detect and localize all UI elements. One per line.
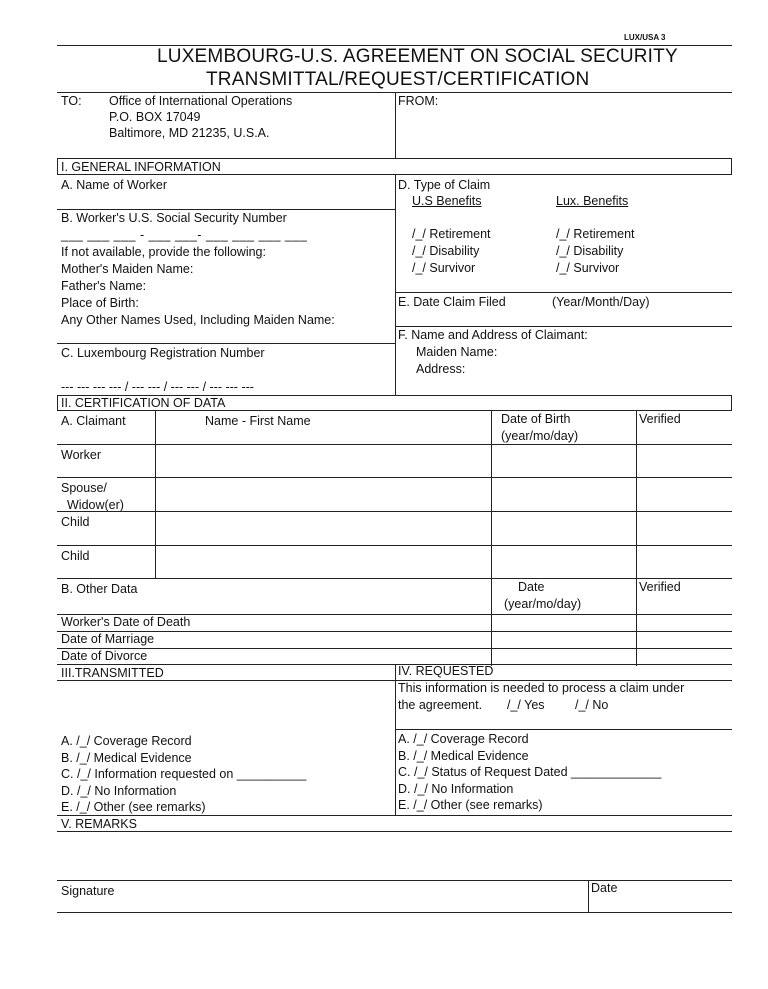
date-claim-filed-format: (Year/Month/Day) bbox=[552, 295, 650, 309]
transmitted-information-requested-checkbox[interactable]: C. /_/ Information requested on __________ bbox=[61, 767, 307, 781]
row-label-date-of-death: Worker's Date of Death bbox=[61, 615, 191, 629]
requested-medical-evidence-checkbox[interactable]: B. /_/ Medical Evidence bbox=[398, 749, 529, 763]
needed-text-line1: This information is needed to process a claim under bbox=[398, 681, 685, 695]
name-of-worker-label: A. Name of Worker bbox=[61, 178, 168, 192]
transmitted-other-checkbox[interactable]: E. /_/ Other (see remarks) bbox=[61, 800, 206, 814]
requested-no-information-checkbox[interactable]: D. /_/ No Information bbox=[398, 782, 514, 796]
name-of-worker-field[interactable] bbox=[61, 193, 391, 207]
us-retirement-checkbox[interactable]: /_/ Retirement bbox=[412, 227, 491, 241]
section-title-transmitted: III.TRANSMITTED bbox=[61, 666, 164, 680]
us-benefits-label: U.S Benefits bbox=[412, 194, 482, 208]
ssn-field[interactable]: ___ ___ ___ - ___ ___- ___ ___ ___ ___ bbox=[61, 228, 308, 242]
section-title-remarks: V. REMARKS bbox=[61, 817, 137, 831]
divider bbox=[395, 326, 732, 327]
divider bbox=[57, 815, 732, 816]
needed-no-checkbox[interactable]: /_/ No bbox=[575, 698, 609, 712]
section-title: II. CERTIFICATION OF DATA bbox=[61, 396, 226, 410]
divider bbox=[57, 648, 732, 649]
divider bbox=[57, 511, 732, 512]
row-label-child: Child bbox=[61, 549, 90, 563]
divider bbox=[57, 209, 395, 210]
divider bbox=[57, 343, 395, 344]
row-label-child: Child bbox=[61, 515, 90, 529]
divider bbox=[395, 292, 732, 293]
remarks-field[interactable] bbox=[61, 836, 731, 876]
transmitted-medical-evidence-checkbox[interactable]: B. /_/ Medical Evidence bbox=[61, 751, 192, 765]
lux-survivor-checkbox[interactable]: /_/ Survivor bbox=[556, 261, 620, 275]
date-field[interactable] bbox=[625, 884, 730, 910]
row-label-date-of-marriage: Date of Marriage bbox=[61, 632, 155, 646]
divider bbox=[57, 444, 732, 445]
divider bbox=[155, 411, 156, 579]
mothers-maiden-name-label: Mother's Maiden Name: bbox=[61, 262, 194, 276]
claimant-name-address-label: F. Name and Address of Claimant: bbox=[398, 328, 588, 342]
divider bbox=[57, 545, 732, 546]
place-of-birth-label: Place of Birth: bbox=[61, 296, 139, 310]
form-number: LUX/USA 3 bbox=[624, 33, 666, 42]
if-not-available-text: If not available, provide the following: bbox=[61, 245, 266, 259]
needed-yes-checkbox[interactable]: /_/ Yes bbox=[507, 698, 545, 712]
lux-benefits-label: Lux. Benefits bbox=[556, 194, 629, 208]
from-field[interactable] bbox=[440, 94, 730, 154]
requested-status-of-request-checkbox[interactable]: C. /_/ Status of Request Dated _____________ bbox=[398, 765, 662, 779]
requested-other-checkbox[interactable]: E. /_/ Other (see remarks) bbox=[398, 798, 543, 812]
divider bbox=[491, 411, 492, 666]
transmitted-coverage-record-checkbox[interactable]: A. /_/ Coverage Record bbox=[61, 734, 192, 748]
date-label: Date bbox=[591, 881, 618, 895]
fathers-name-label: Father's Name: bbox=[61, 279, 147, 293]
divider bbox=[395, 729, 732, 730]
date-format-header: (year/mo/day) bbox=[504, 597, 582, 611]
other-data-header: B. Other Data bbox=[61, 582, 138, 596]
requested-coverage-record-checkbox[interactable]: A. /_/ Coverage Record bbox=[398, 732, 529, 746]
to-address-line3: Baltimore, MD 21235, U.S.A. bbox=[109, 126, 270, 140]
from-label: FROM: bbox=[398, 94, 439, 108]
name-header: Name - First Name bbox=[205, 414, 311, 428]
signature-label: Signature bbox=[61, 884, 115, 898]
signature-field[interactable] bbox=[140, 884, 580, 910]
divider bbox=[57, 631, 732, 632]
dob-header: Date of Birth bbox=[501, 412, 571, 426]
ssn-label: B. Worker's U.S. Social Security Number bbox=[61, 211, 287, 225]
divider bbox=[57, 578, 732, 579]
us-survivor-checkbox[interactable]: /_/ Survivor bbox=[412, 261, 476, 275]
divider bbox=[395, 92, 396, 158]
maiden-name-label: Maiden Name: bbox=[416, 345, 498, 359]
divider bbox=[57, 831, 732, 832]
other-names-label: Any Other Names Used, Including Maiden Name: bbox=[61, 313, 335, 327]
type-of-claim-label: D. Type of Claim bbox=[398, 178, 491, 192]
lux-disability-checkbox[interactable]: /_/ Disability bbox=[556, 244, 624, 258]
row-label-spouse: Spouse/ bbox=[61, 481, 107, 495]
divider bbox=[636, 411, 637, 666]
lux-retirement-checkbox[interactable]: /_/ Retirement bbox=[556, 227, 635, 241]
row-label-date-of-divorce: Date of Divorce bbox=[61, 649, 148, 663]
us-disability-checkbox[interactable]: /_/ Disability bbox=[412, 244, 480, 258]
claimant-header: A. Claimant bbox=[61, 414, 126, 428]
address-label: Address: bbox=[416, 362, 466, 376]
divider bbox=[57, 912, 732, 913]
form-title: LUXEMBOURG-U.S. AGREEMENT ON SOCIAL SECURITY bbox=[157, 46, 678, 67]
verified-header: Verified bbox=[639, 580, 681, 594]
lux-registration-field[interactable]: --- --- --- --- / --- --- / --- --- / --- --- --- bbox=[61, 380, 254, 394]
lux-registration-label: C. Luxembourg Registration Number bbox=[61, 346, 265, 360]
to-label: TO: bbox=[61, 94, 82, 108]
section-title-requested: IV. REQUESTED bbox=[398, 664, 494, 678]
divider bbox=[57, 477, 732, 478]
row-label-worker: Worker bbox=[61, 448, 102, 462]
verified-header: Verified bbox=[639, 412, 681, 426]
dob-format-header: (year/mo/day) bbox=[501, 429, 579, 443]
row-label-widower: Widow(er) bbox=[67, 498, 124, 512]
divider bbox=[395, 175, 396, 395]
to-address-line1: Office of International Operations bbox=[109, 94, 293, 108]
date-claim-filed-label: E. Date Claim Filed bbox=[398, 295, 506, 309]
divider bbox=[57, 880, 732, 881]
needed-text-line2: the agreement. bbox=[398, 698, 483, 712]
form-subtitle: TRANSMITTAL/REQUEST/CERTIFICATION bbox=[206, 69, 590, 90]
to-address-line2: P.O. BOX 17049 bbox=[109, 110, 201, 124]
divider bbox=[395, 664, 396, 816]
section-title: I. GENERAL INFORMATION bbox=[61, 160, 221, 174]
date-header: Date bbox=[518, 580, 545, 594]
transmitted-no-information-checkbox[interactable]: D. /_/ No Information bbox=[61, 784, 177, 798]
divider bbox=[588, 880, 589, 912]
